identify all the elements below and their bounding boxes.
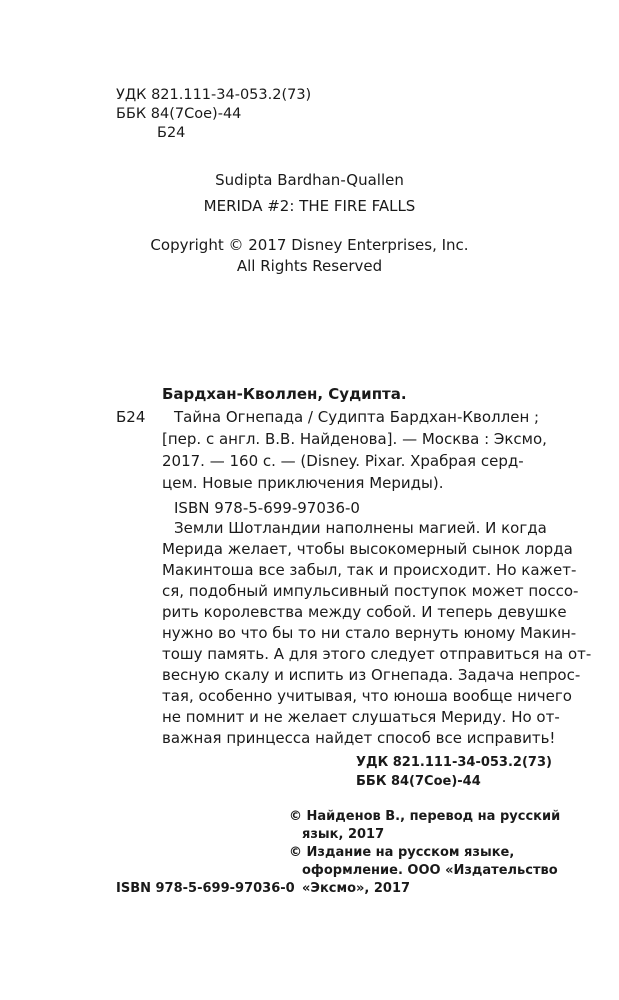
bottom-isbn: ISBN 978-5-699-97036-0 bbox=[116, 881, 295, 896]
annotation-line: нужно во что бы то ни стало вернуть юному Макин- bbox=[162, 624, 577, 642]
translation-copyright-cont: язык, 2017 bbox=[302, 827, 385, 842]
copyright-notice: Copyright © 2017 Disney Enterprises, Inc. bbox=[150, 236, 469, 254]
annotation-line: ся, подобный импульсивный поступок может поссо- bbox=[162, 582, 579, 600]
edition-copyright: © Издание на русском языке, bbox=[289, 845, 515, 860]
annotation-line: Земли Шотландии наполнены магией. И когда bbox=[174, 519, 547, 537]
annotation-line: тая, особенно учитывая, что юноша вообще ничего bbox=[162, 687, 572, 705]
edition-copyright-cont: «Эксмо», 2017 bbox=[302, 881, 411, 896]
catalog-heading: Бардхан-Кволлен, Судипта. bbox=[162, 385, 407, 403]
edition-copyright-cont: оформление. ООО «Издательство bbox=[302, 863, 558, 878]
annotation-line: Макинтоша все забыл, так и происходит. Но кажет- bbox=[162, 561, 577, 579]
original-title: MERIDA #2: THE FIRE FALLS bbox=[203, 197, 416, 215]
bottom-bbk: ББК 84(7Сое)-44 bbox=[356, 774, 481, 789]
bottom-udk: УДК 821.111-34-053.2(73) bbox=[356, 755, 552, 770]
bbk-code: ББК 84(7Сое)-44 bbox=[116, 106, 242, 122]
udk-code: УДК 821.111-34-053.2(73) bbox=[116, 87, 312, 103]
rights-reserved: All Rights Reserved bbox=[236, 257, 383, 275]
catalog-line: [пер. с англ. В.В. Найденова]. — Москва : Эксмо, bbox=[162, 430, 547, 448]
catalog-line: Тайна Огнепада / Судипта Бардхан-Кволлен ; bbox=[174, 408, 540, 426]
annotation-line: не помнит и не желает слушаться Мериду. Но от- bbox=[162, 708, 560, 726]
catalog-line: цем. Новые приключения Мериды). bbox=[162, 474, 444, 492]
translation-copyright: © Найденов В., перевод на русский bbox=[289, 809, 561, 824]
book-annotation bbox=[162, 518, 592, 749]
annotation-line: рить королевства между собой. И теперь девушке bbox=[162, 603, 567, 621]
original-author: Sudipta Bardhan-Quallen bbox=[215, 171, 404, 189]
catalog-line: 2017. — 160 с. — (Disney. Pixar. Храбрая серд- bbox=[162, 452, 524, 470]
annotation-line: тошу память. А для этого следует отправиться на от- bbox=[162, 645, 592, 663]
annotation-line: Мерида желает, чтобы высокомерный сынок лорда bbox=[162, 540, 573, 558]
catalog-code: Б24 bbox=[116, 408, 146, 426]
author-mark: Б24 bbox=[157, 125, 186, 141]
annotation-line: важная принцесса найдет способ все исправить! bbox=[162, 729, 556, 747]
annotation-line: весную скалу и испить из Огнепада. Задача непрос- bbox=[162, 666, 581, 684]
catalog-isbn: ISBN 978-5-699-97036-0 bbox=[174, 499, 360, 517]
